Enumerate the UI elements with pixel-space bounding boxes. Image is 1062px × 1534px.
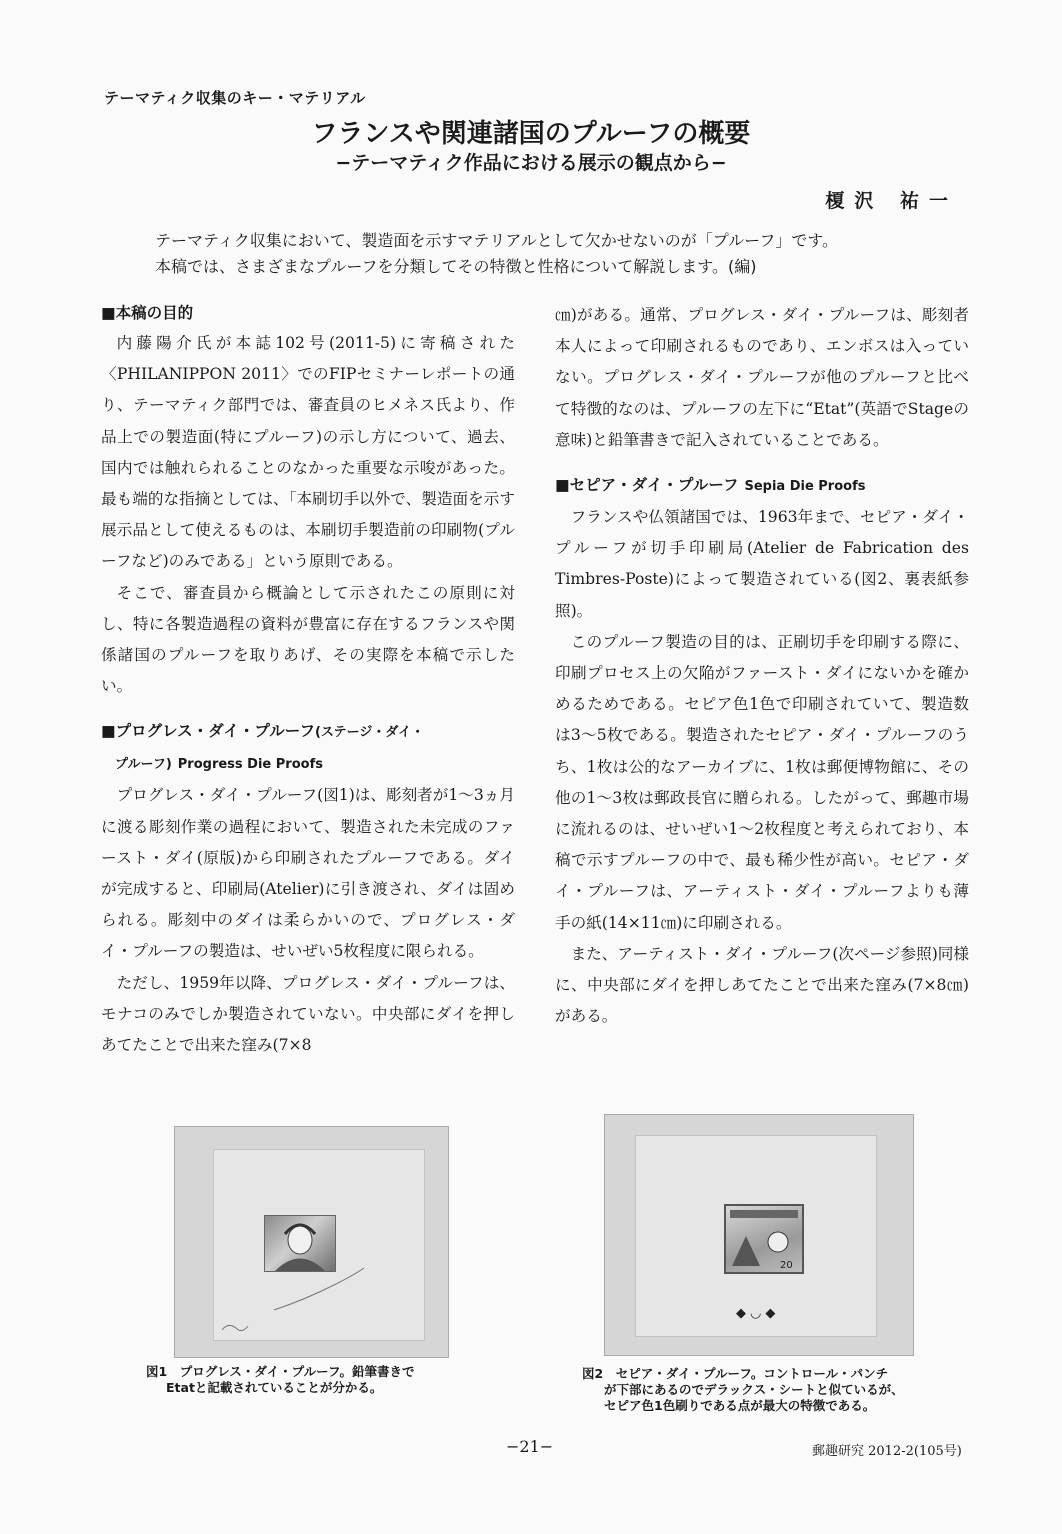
lead-line-1: テーマティク収集において、製造面を示すマテリアルとして欠かせないのが「プルーフ」です。 bbox=[155, 231, 839, 250]
caption-line: 図2 セピア・ダイ・プルーフ。コントロール・パンチ bbox=[582, 1366, 889, 1381]
caption-line: 図1 プログレス・ダイ・プルーフ。鉛筆書きで bbox=[146, 1364, 415, 1379]
figure-2-caption bbox=[582, 1366, 962, 1414]
figure-2-sepia-die-proof bbox=[604, 1114, 914, 1356]
lead-line-2: 本稿では、さまざまなプルーフを分類してその特徴と性格について解説します。(編) bbox=[155, 257, 757, 276]
heading-progress-die-proofs bbox=[101, 716, 515, 780]
article-title: フランスや関連諸国のプルーフの概要 bbox=[311, 119, 751, 149]
pencil-etat-mark bbox=[214, 1150, 424, 1340]
paragraph: 内藤陽介氏が本誌102号(2011-5)に寄稿された〈PHILANIPPON 2011〉でのFIPセミナーレポートの通り、テーマティク部門では、審査員のヒメネス氏より、作品上での製造面(特にプルーフ)の示し方について、過去、国内では触れられることのなかった重要な示唆があった。最も端的な指摘としては、「本刷切手以外で、製造面を示す展示品として使えるものは、本刷切手製造前の印刷物(プルーフなど)のみである」という原則である。 bbox=[101, 334, 515, 571]
proof-sheet bbox=[213, 1149, 425, 1341]
heading-purpose: ■本稿の目的 bbox=[101, 304, 194, 322]
heading-english: Sepia Die Proofs bbox=[744, 479, 866, 495]
stamp-design-icon bbox=[726, 1206, 802, 1272]
paragraph: そこで、審査員から概論として示されたこの原則に対し、特に各製造過程の資料が豊富に存在するフランスや関係諸国のプルーフを取りあげ、その実際を本稿で示したい。 bbox=[101, 583, 515, 696]
article-subtitle: −テーマティク作品における展示の観点から− bbox=[335, 152, 727, 174]
journal-issue: 郵趣研究 2012-2(105号) bbox=[812, 1444, 962, 1459]
proof-sheet bbox=[635, 1135, 877, 1337]
heading-label: ■プログレス・ダイ・プルーフ bbox=[101, 722, 315, 741]
left-column bbox=[101, 298, 515, 1061]
stamp-image bbox=[724, 1204, 804, 1274]
paragraph: ㎝)がある。通常、プログレス・ダイ・プルーフは、彫刻者本人によって印刷されるものであり、エンボスは入っていない。プログレス・ダイ・プルーフが他のプルーフと比べて特徴的なのは、プルーフの左下に“Etat”(英語でStageの意味)と鉛筆書きで記入されていることである。 bbox=[555, 306, 969, 449]
heading-label: ■セピア・ダイ・プルーフ bbox=[555, 476, 739, 495]
figure-1-caption bbox=[146, 1364, 506, 1396]
heading-sepia-die-proofs bbox=[555, 470, 969, 502]
heading-paren-1: (ステージ・ダイ・ bbox=[314, 725, 425, 741]
right-column bbox=[555, 300, 969, 1032]
page-number: −21− bbox=[506, 1437, 554, 1456]
paragraph: プログレス・ダイ・プルーフ(図1)は、彫刻者が1〜3ヵ月に渡る彫刻作業の過程において、製造された未完成のファースト・ダイ(原版)から印刷されたプルーフである。ダイが完成すると、印刷局(Atelier)に引き渡され、ダイは固められる。彫刻中のダイは柔らかいので、プログレス・ダイ・プルーフの製造は、せいぜい5枚程度に限られる。 bbox=[101, 786, 515, 961]
heading-english: Progress Die Proofs bbox=[177, 757, 323, 773]
paragraph: また、アーティスト・ダイ・プルーフ(次ページ参照)同様に、中央部にダイを押しあてたことで出来た窪み(7×8㎝)がある。 bbox=[555, 944, 969, 1026]
paragraph: ただし、1959年以降、プログレス・ダイ・プルーフは、モナコのみでしか製造されていない。中央部にダイを押しあてたことで出来た窪み(7×8 bbox=[101, 973, 515, 1055]
paragraph: このプルーフ製造の目的は、正刷切手を印刷する際に、印刷プロセス上の欠陥がファースト・ダイにないかを確かめるためである。セピア色1色で印刷されていて、製造数は3〜5枚である。製造されたセピア・ダイ・プルーフのうち、1枚は公的なアーカイブに、1枚は郵便博物館に、その他の1〜3枚は郵政長官に贈られる。したがって、郵趣市場に流れるのは、せいぜい1〜2枚程度と考えられており、本稿で示すプルーフの中で、最も稀少性が高い。セピア・ダイ・プルーフは、アーティスト・ダイ・プルーフよりも薄手の紙(14×11㎝)に印刷される。 bbox=[555, 632, 969, 932]
author-name: 榎沢 祐一 bbox=[825, 190, 958, 212]
figure-1-progress-die-proof bbox=[174, 1126, 449, 1358]
control-punch-icon: ◆◡◆ bbox=[736, 1306, 780, 1321]
svg-text:20: 20 bbox=[780, 1260, 793, 1271]
caption-line: が下部にあるのでデラックス・シートと似ているが、 bbox=[604, 1382, 904, 1397]
heading-paren-2: プルーフ) bbox=[115, 757, 172, 773]
series-kicker: テーマティク収集のキー・マテリアル bbox=[104, 89, 366, 107]
lead-paragraph bbox=[155, 228, 955, 280]
caption-line: セピア色1色刷りである点が最大の特徴である。 bbox=[604, 1398, 876, 1413]
caption-line: Etatと記載されていることが分かる。 bbox=[166, 1380, 383, 1395]
paragraph: フランスや仏領諸国では、1963年まで、セピア・ダイ・プルーフが切手印刷局(Atelier de Fabrication des Timbres-Poste)によって製造されている(図2、裏表紙参照)。 bbox=[555, 508, 969, 620]
